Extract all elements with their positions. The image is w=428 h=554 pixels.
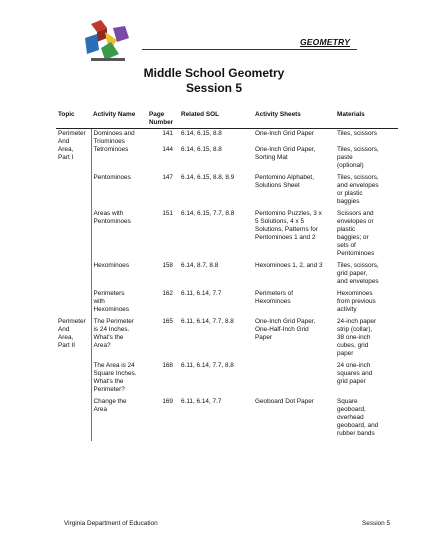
activity-sheets: Pentomino Puzzles, 3 x 5 Solutions, 4 x 5 Solutions, Patterns for Pentominoes 1 and 2 <box>255 210 322 241</box>
footer-session: Session 5 <box>362 520 391 527</box>
related-sol: 6.11, 6.14, 7.7, 8.8 <box>181 362 234 369</box>
materials: Tiles, scissors, and envelopes or plastic baggies <box>337 174 379 205</box>
blue-prism-shape <box>85 34 99 54</box>
header-page-number: Page Number <box>147 110 179 129</box>
header-activity-name: Activity Name <box>91 110 147 129</box>
activity-name: Dominoes and Triominoes Tetrominoes <box>91 129 147 174</box>
header-materials: Materials <box>335 110 398 129</box>
activity-name: Change the Area <box>91 397 147 441</box>
activities-table <box>56 110 398 441</box>
table-row <box>56 397 398 441</box>
table-row <box>56 209 398 261</box>
related-sol: 6.14, 6.15, 8.8 6.14, 6.15, 8.8 <box>181 130 222 153</box>
activity-sheets: Pentomino Alphabet, Solutions Sheet <box>255 174 314 189</box>
footer-publisher: Virginia Department of Education <box>64 520 158 527</box>
activity-name: Perimeters with Hexominoes <box>91 289 147 317</box>
table-row <box>56 129 398 174</box>
activity-name: The Perimeter is 24 Inches. What's the Area? <box>91 317 147 361</box>
header-title: GEOMETRY <box>300 37 351 47</box>
page-number: 165 <box>162 318 173 325</box>
materials: 24 one-inch squares and grid paper <box>337 362 373 385</box>
related-sol: 6.14, 6.15, 7.7, 8.8 <box>181 210 235 217</box>
header-related-sol: Related SOL <box>179 110 253 129</box>
page-number: 141 144 <box>162 130 173 153</box>
page-number: 158 <box>162 262 173 269</box>
green-pyramid-shape <box>101 42 119 60</box>
page-title-line2: Session 5 <box>185 81 243 95</box>
activity-name: Areas with Pentominoes <box>91 209 147 261</box>
activity-sheets: Geoboard Dot Paper <box>255 398 314 405</box>
materials: 24-inch paper strip (collar), 38 one-inch cubes, grid paper <box>337 318 377 357</box>
topic-cell-part-1: Perimeter And Area, Part I <box>58 130 86 161</box>
page-number: 151 <box>162 210 173 217</box>
materials: Tiles, scissors, grid paper, and envelopes <box>337 262 379 285</box>
materials: Tiles, scissors Tiles, scissors, paste (optional) <box>337 130 379 169</box>
materials: Scissors and envelopes or plastic baggies; or sets of Pentominoes <box>337 210 375 257</box>
materials: Square geoboard, overhead geoboard, and rubber bands <box>337 398 379 437</box>
page-number: 169 <box>162 398 173 405</box>
activity-name: The Area is 24 Square Inches. What's the Perimeter? <box>91 361 147 397</box>
base-shadow <box>91 58 125 61</box>
table-row <box>56 261 398 289</box>
activity-sheets: One-Inch Grid Paper, One-Half-Inch Grid Paper <box>255 318 316 341</box>
header-activity-sheets: Activity Sheets <box>253 110 335 129</box>
page-number: 162 <box>162 290 173 297</box>
page-title-line1: Middle School Geometry <box>143 66 285 80</box>
activity-name: Hexominoes <box>91 261 147 289</box>
table-row <box>56 317 398 361</box>
materials: Hexominoes from previous activity <box>337 290 376 313</box>
table-header-row <box>56 110 398 129</box>
activity-sheets: Hexominoes 1, 2, and 3 <box>255 262 323 269</box>
related-sol: 6.11, 6.14, 7.7 <box>181 290 222 297</box>
related-sol: 6.11, 6.14, 7.7, 8.8 <box>181 318 234 325</box>
activity-sheets: One-Inch Grid Paper One-Inch Grid Paper, Sorting Mat <box>255 130 316 161</box>
page-number: 147 <box>162 174 173 181</box>
related-sol: 6.14, 8.7, 8.8 <box>181 262 219 269</box>
page-number: 168 <box>162 362 173 369</box>
page-title <box>0 66 428 96</box>
header-topic: Topic <box>56 110 91 129</box>
related-sol: 6.11, 6.14, 7.7 <box>181 398 222 405</box>
header-rule <box>142 49 357 50</box>
activity-sheets <box>253 361 335 397</box>
table-row <box>56 289 398 317</box>
activity-sheets: Perimeters of Hexominoes <box>255 290 294 305</box>
table-row <box>56 173 398 209</box>
table-row <box>56 361 398 397</box>
activity-name: Pentominoes <box>91 173 147 209</box>
geometric-solids-logo <box>83 18 131 64</box>
related-sol: 6.14, 6.15, 8.8, 8.9 <box>181 174 235 181</box>
topic-cell-part-2: Perimeter And Area, Part II <box>58 318 86 349</box>
